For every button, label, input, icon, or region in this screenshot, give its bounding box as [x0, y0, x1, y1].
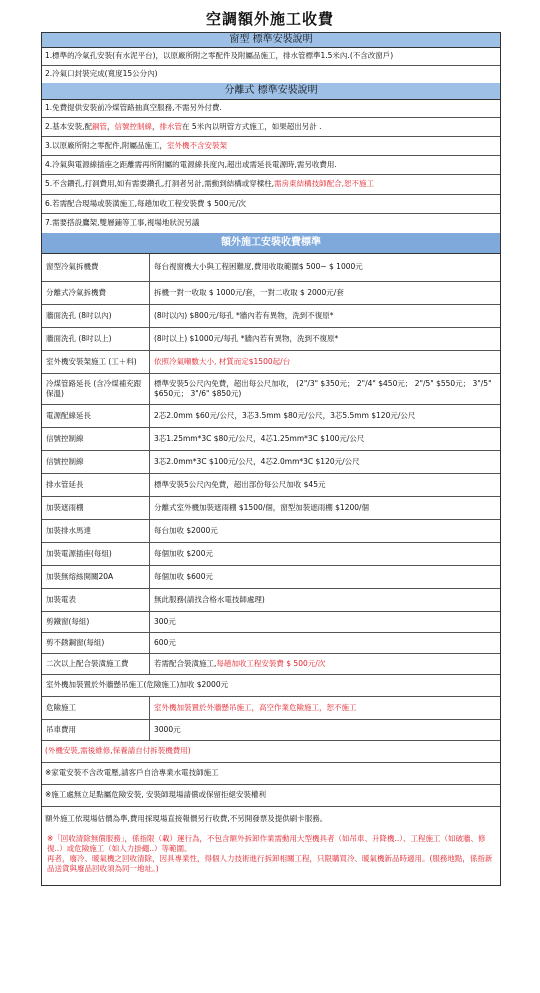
highlight-text: 室外機不含安裝架: [167, 140, 228, 150]
fee-desc: 3芯1.25mm*3C $80元/公尺，4芯1.25mm*3C $100元/公尺: [154, 433, 365, 443]
fee-desc: (8吋以內) $800元/每孔 *牆內若有異物，洗到不復原*: [154, 310, 334, 320]
split-header: 分離式 標準安裝說明: [42, 83, 500, 100]
fee-item: 吊車費用: [42, 720, 150, 740]
highlight-text: 信號控制線: [114, 121, 153, 131]
fee-row: [42, 612, 500, 633]
fee-item: 危險施工: [42, 697, 150, 719]
highlight-text: 銅管: [92, 121, 108, 131]
fee-row: [42, 451, 500, 474]
fee-desc: 600元: [154, 637, 176, 647]
fee-row: [42, 474, 500, 497]
fee-item: 牆面洗孔 (8吋以內): [42, 305, 150, 327]
footer-line-2: 再者，廢冷、暖氣機之回收清除，因具專業性，得個人力技術進行拆卸相關工程，只限購買冷、暖氣機新品時適用。(服務地點，係指新品送貨與廢品回收須為同一地址。): [47, 854, 493, 874]
fee-row: [42, 282, 500, 305]
fee-desc: 拆機一對一收取 $ 1000元/套，一對二收取 $ 2000元/套: [154, 287, 344, 297]
fee-desc: 標準安裝5公尺內免費，超出部份每公尺加收 $45元: [154, 479, 326, 489]
fee-item: 信號控制線: [42, 451, 150, 473]
fee-row: [42, 520, 500, 543]
fee-desc: 室外機加裝置於外牆懸吊施工，高空作業危險施工，恕不施工: [154, 702, 357, 712]
fee-item: 加裝無熔絲開關20A: [42, 566, 150, 588]
fee-desc: 3芯2.0mm*3C $100元/公尺，4芯2.0mm*3C $120元/公尺: [154, 456, 360, 466]
fee-table: [42, 254, 500, 741]
fee-header: 額外施工安裝收費標準: [42, 233, 500, 254]
fee-item: 冷煤管路延長 (含冷煤補充跟保溫): [42, 374, 150, 404]
fee-sheet: [41, 32, 501, 886]
fee-row: [42, 633, 500, 654]
fee-item: 排水管延長: [42, 474, 150, 496]
highlight-text: 需房東結構技師配合,恕不施工: [274, 179, 374, 189]
split-items: [42, 100, 500, 233]
split-item: 2.基本安裝,配 銅管 ， 信號控制線 ， 排水管 在 5米內以明管方式施工，如果超出另計 .: [42, 118, 500, 137]
fee-desc: 每個加收 $200元: [154, 548, 213, 558]
fee-row: [42, 305, 500, 328]
note-row: 額外施工依現場估價為準,費用採現場直接報價另行收費,不另開發票及提供刷卡服務。: [45, 813, 328, 823]
fee-item: 剪鐵窗(每組): [42, 612, 150, 632]
fee-row: [42, 351, 500, 374]
fee-desc: 每個加收 $600元: [154, 571, 213, 581]
split-item: 4.冷氣與電源線插座之距離需再所附屬的電源線長度內,超出或需延長電源時,需另收費用.: [42, 156, 500, 175]
fee-row: [42, 566, 500, 589]
window-items: [42, 48, 500, 83]
window-header: 窗型 標準安裝說明: [42, 33, 500, 48]
fee-row: [42, 405, 500, 428]
fee-item: 牆面洗孔 (8吋以上): [42, 328, 150, 350]
fee-desc: (8吋以上) $1000元/每孔 *牆內若有異物，洗到不復原*: [154, 333, 339, 343]
fee-desc: 依照冷氣噸數大小, 材質而定$1500起/台: [154, 356, 291, 366]
fee-item: 電源配線延長: [42, 405, 150, 427]
fee-row: [42, 428, 500, 451]
window-item: 2.冷氣口封裝完成(寬度15公分內): [45, 69, 158, 79]
fee-item: 加裝排水馬達: [42, 520, 150, 542]
fee-desc: 若需配合裝潢施工, 每趟加收工程安裝費 $ 500元/次: [154, 658, 326, 668]
fee-row: [42, 697, 500, 720]
footer-line-1: ※「回收清除無償服務」，係指限（載）運行為，不包含額外拆卸作業需動用大型機具者（如吊車、升降機..）、工程施工（如破牆、修復..）或危險施工（如人力掛繩..）等範圍。: [47, 834, 486, 854]
split-item: 5.不含鑽孔,打洞費用,如有需要鑽孔,打洞者另計,需動到結構或穿樑柱, 需房東結構技師配合,恕不施工: [42, 175, 500, 195]
fee-row: [42, 543, 500, 566]
window-item: 1.標準的冷氣孔安裝(有水泥平台)，以原廠所附之零配件及附屬品施工，排水管標準1.5米內.(不含改窗戶): [42, 48, 500, 66]
notes: [42, 741, 500, 831]
note-row: ※家電安裝不含改電壓,請客戶自洽專業水電技師施工: [42, 763, 500, 785]
note-row: (外機安裝,需後維修,保養請自付拆裝機費用): [42, 741, 500, 763]
fee-item: 分離式冷氣拆機費: [42, 282, 150, 304]
fee-row: [42, 374, 500, 405]
split-item: 1.免費提供安裝前冷煤管路抽真空服務,不需另外付費.: [42, 100, 500, 118]
fee-item: 窗型冷氣拆機費: [42, 254, 150, 281]
fee-desc: 2芯2.0mm $60元/公尺，3芯3.5mm $80元/公尺，3芯5.5mm $120元/公尺: [154, 410, 416, 420]
fee-row: [42, 675, 500, 697]
fee-desc: 無此服務(請找合格水電技師處理): [154, 594, 265, 604]
fee-row: [42, 328, 500, 351]
fee-item: 剪不銹鋼窗(每組): [42, 633, 150, 653]
fee-desc: 每台加收 $2000元: [154, 525, 218, 535]
split-item: 7.需要搭設鷹架,雙層鋪等工事,視場地狀況另議: [45, 218, 200, 228]
fee-row: [42, 497, 500, 520]
fee-item: 二次以上配合裝潢施工費: [42, 654, 150, 674]
fee-item: 加裝遮雨棚: [42, 497, 150, 519]
split-item: 3.以原廠所附之零配件,附屬品施工， 室外機不含安裝架: [42, 137, 500, 156]
fee-row: [42, 589, 500, 612]
fee-row: [42, 720, 500, 741]
fee-item: 室外機加裝置於外牆懸吊施工(危險施工)加收 $2000元: [46, 680, 229, 690]
fee-desc: 標準安裝5公尺內免費，超出每公尺加收， (2"/3" $350元； 2"/4" $450元； 2"/5" $550元； 3"/5" $650元； 3"/6" $850元): [154, 378, 492, 398]
fee-row: [42, 654, 500, 675]
fee-item: 加裝電源插座(每組): [42, 543, 150, 565]
note-row: ※施工處無立足點屬危險安裝, 安裝師現場請償或保留拒絕安裝權利: [42, 785, 500, 807]
fee-item: 信號控制線: [42, 428, 150, 450]
footer-note: [42, 831, 500, 885]
highlight-text: 排水管: [159, 121, 183, 131]
fee-item: 加裝電表: [42, 589, 150, 611]
split-item: 6.若需配合現場或裝潢施工,每趟加收工程安裝費 $ 500元/次: [42, 195, 500, 214]
fee-row: [42, 254, 500, 282]
page-title: 空調額外施工收費: [205, 10, 334, 28]
fee-desc: 3000元: [154, 724, 181, 734]
fee-desc: 每台視窗機大小與工程困難度,費用收取範圍$ 500~ $ 1000元: [154, 262, 363, 272]
fee-desc: 300元: [154, 616, 176, 626]
highlight-text: 每趟加收工程安裝費 $ 500元/次: [216, 658, 326, 668]
fee-desc: 分離式室外機加裝遮雨棚 $1500/個，窗型加裝遮雨棚 $1200/個: [154, 502, 370, 512]
fee-item: 室外機安裝架施工 (工＋料): [42, 351, 150, 373]
